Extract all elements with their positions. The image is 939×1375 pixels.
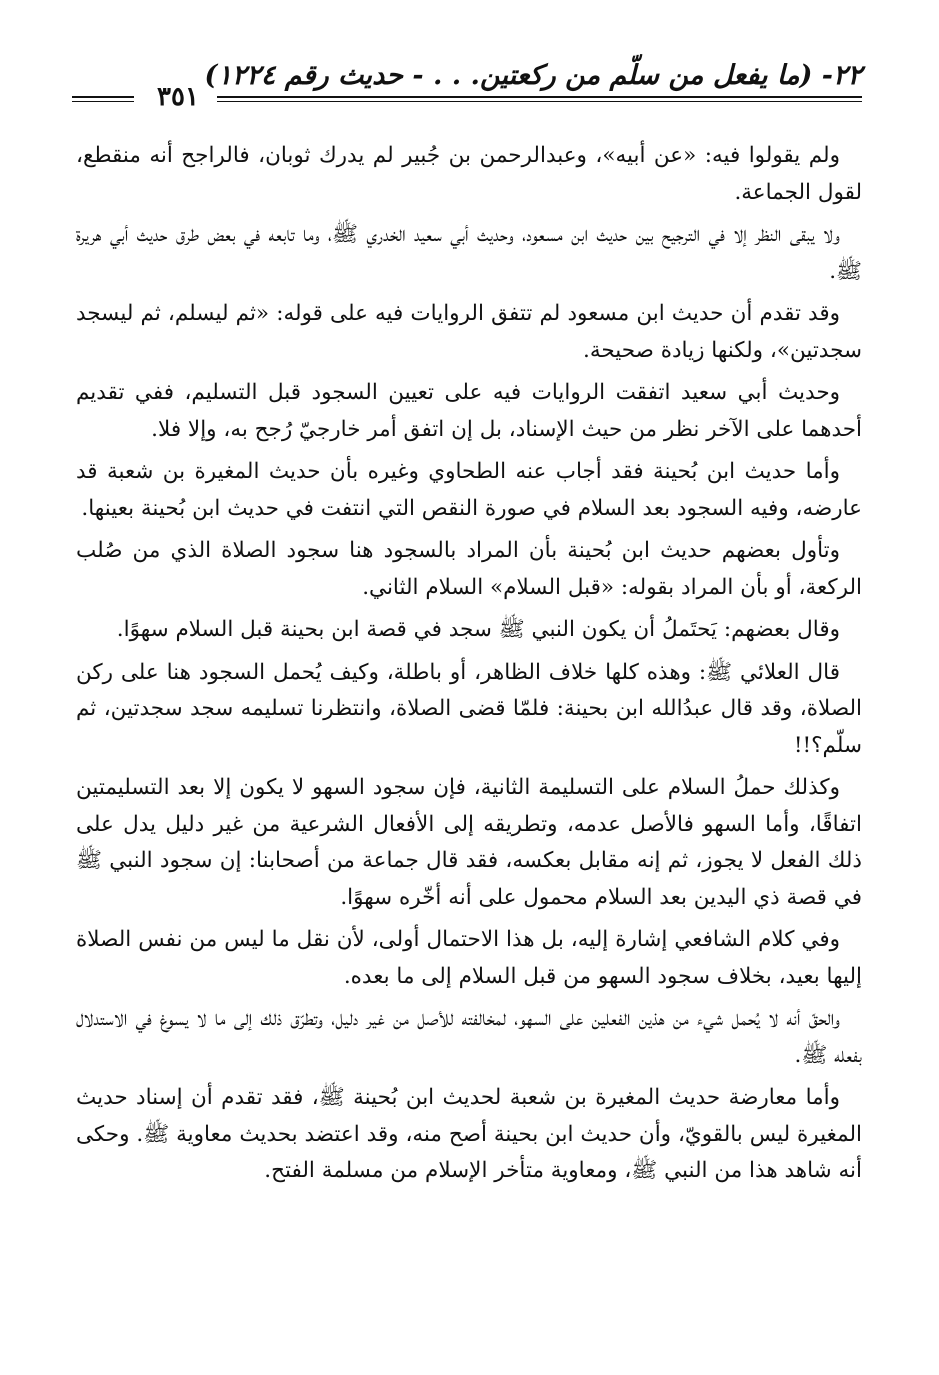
- header-rule: [217, 96, 862, 102]
- paragraph: ولا يبقى النظر إلا في الترجيح بين حديث ابن مسعود، وحديث أبي سعيد الخدري ﷺ، وما تابعه في بعض طرق حديث أبي هريرة ﷺ.: [76, 222, 862, 284]
- paragraph: وكذلك حملُ السلام على التسليمة الثانية، فإن سجود السهو لا يكون إلا بعد التسليمتين اتفاقًا، وأما السهو فالأصل عدمه، وتطريقه إلى الأفعال الشرعية من غير دليل يدل على ذلك الفعل لا يجوز، ثم إنه مقابل بعكسه، فقد قال جماعة من أصحابنا: إن سجود النبي ﷺ في قصة ذي اليدين بعد السلام محمول على أنه أخّره سهوًا.: [76, 775, 862, 910]
- header-title: ٢٢- (ما يفعل من سلّم من ركعتين. . . - حديث رقم ١٢٢٤): [204, 60, 862, 91]
- body-text: [76, 138, 862, 1196]
- paragraph: وتأول بعضهم حديث ابن بُحينة بأن المراد بالسجود هنا سجود الصلاة الذي من صُلب الركعة، أو بأن المراد بقوله: «قبل السلام» السلام الثاني.: [76, 538, 862, 600]
- header-left-rule: [72, 96, 134, 102]
- paragraph: قال العلائي ﷺ: وهذه كلها خلاف الظاهر، أو باطلة، وكيف يُحمل السجود هنا على ركن الصلاة، وقد قال عبدُالله ابن بحينة: فلمّا قضى الصلاة، وانتظرنا تسليمه سجد سجدتين، ثم سلّم؟!!: [76, 659, 862, 758]
- running-header: [72, 52, 862, 112]
- paragraph: وقال بعضهم: يَحتَملُ أن يكون النبي ﷺ سجد في قصة ابن بحينة قبل السلام سهوًا.: [116, 617, 840, 642]
- page-number: ٣٥١: [157, 82, 199, 112]
- paragraph: وأما حديث ابن بُحينة فقد أجاب عنه الطحاوي وغيره بأن حديث المغيرة بن شعبة قد عارضه، وفيه السجود بعد السلام في صورة النقص التي انتفت في حديث ابن بُحينة بعينها.: [76, 459, 862, 521]
- paragraph: وقد تقدم أن حديث ابن مسعود لم تتفق الروايات فيه على قوله: «ثم ليسلم، ثم ليسجد سجدتين»، ولكنها زيادة صحيحة.: [76, 301, 862, 363]
- paragraph: وفي كلام الشافعي إشارة إليه، بل هذا الاحتمال أولى، لأن نقل ما ليس من نفس الصلاة إليها بعيد، بخلاف سجود السهو من قبل السلام إلى ما بعده.: [76, 927, 862, 989]
- paragraph: والحقّ أنه لا يُحمل شيء من هذين الفعلين على السهو، لمخالفته للأصل من غير دليل، وتطرّق ذلك إلى ما لا يسوغ في الاستدلال بفعله ﷺ.: [76, 1006, 862, 1068]
- paragraph: وأما معارضة حديث المغيرة بن شعبة لحديث ابن بُحينة ﷺ، فقد تقدم أن إسناد حديث المغيرة ليس بالقويّ، وأن حديث ابن بحينة أصح منه، وقد اعتضد بحديث معاوية ﷺ. وحكى أنه شاهد هذا من النبي ﷺ، ومعاوية متأخر الإسلام من مسلمة الفتح.: [76, 1085, 862, 1183]
- paragraph: وحديث أبي سعيد اتفقت الروايات فيه على تعيين السجود قبل التسليم، ففي تقديم أحدهما على الآخر نظر من حيث الإسناد، بل إن اتفق أمر خارجيّ رُجح به، وإلا فلا.: [76, 380, 862, 442]
- paragraph: ولم يقولوا فيه: «عن أبيه»، وعبدالرحمن بن جُبير لم يدرك ثوبان، فالراجح أنه منقطع، لقول الجماعة.: [76, 143, 862, 205]
